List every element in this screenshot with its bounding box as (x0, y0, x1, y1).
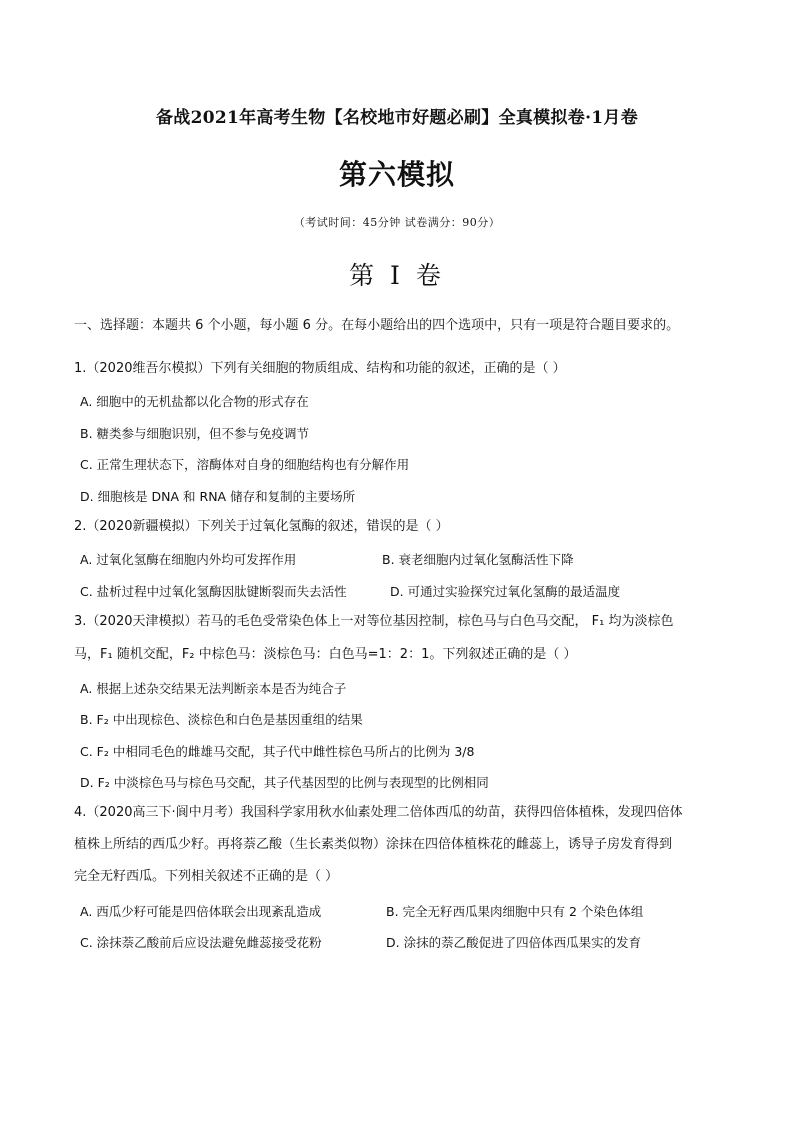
question-4-stem-line-3: 完全无籽西瓜。下列相关叙述不正确的是（ ） (74, 869, 339, 884)
question-4-option-a: A. 西瓜少籽可能是四倍体联会出现紊乱造成 (80, 904, 322, 919)
question-4-option-d: D. 涂抹的萘乙酸促进了四倍体西瓜果实的发育 (386, 935, 642, 950)
question-4-option-b: B. 完全无籽西瓜果肉细胞中只有 2 个染色体组 (386, 904, 644, 919)
question-3-option-d: D. F₂ 中淡棕色马与棕色马交配，其子代基因型的比例与表现型的比例相同 (80, 775, 489, 790)
question-4-stem-line-2: 植株上所结的西瓜少籽。再将萘乙酸（生长素类似物）涂抹在四倍体植株花的雌蕊上，诱导子房发育得到 (74, 837, 673, 852)
question-1-option-a: A. 细胞中的无机盐都以化合物的形式存在 (80, 394, 309, 409)
question-1-stem: 1.（2020维吾尔模拟）下列有关细胞的物质组成、结构和功能的叙述，正确的是（ ） (74, 361, 566, 376)
page-title: 第六模拟 (338, 158, 455, 191)
question-1-option-b: B. 糖类参与细胞识别，但不参与免疫调节 (80, 426, 310, 441)
question-1-option-d: D. 细胞核是 DNA 和 RNA 储存和复制的主要场所 (80, 489, 356, 504)
question-4-stem-line-1: 4.（2020高三下·阆中月考）我国科学家用秋水仙素处理二倍体西瓜的幼苗，获得四倍体植株，发现四倍体 (74, 805, 683, 820)
question-3-stem-line-2: 马，F₁ 随机交配，F₂ 中棕色马：淡棕色马：白色马=1：2：1。下列叙述正确的是（ ） (74, 647, 577, 662)
volume-title: 第 I 卷 (349, 261, 445, 290)
question-2-option-c: C. 盐析过程中过氧化氢酶因肽键断裂而失去活性 (80, 584, 347, 599)
question-2-option-a: A. 过氧化氢酶在细胞内外均可发挥作用 (80, 552, 297, 567)
exam-info: （考试时间：45分钟 试卷满分：90分） (293, 216, 501, 229)
question-4-option-c: C. 涂抹萘乙酸前后应设法避免雌蕊接受花粉 (80, 935, 322, 950)
question-3-option-c: C. F₂ 中相同毛色的雌雄马交配，其子代中雌性棕色马所占的比例为 3/8 (80, 744, 475, 759)
question-3-stem-line-1: 3.（2020天津模拟）若马的毛色受常染色体上一对等位基因控制，棕色马与白色马交配， F₁ 均为淡棕色 (74, 614, 674, 629)
question-3-option-a: A. 根据上述杂交结果无法判断亲本是否为纯合子 (80, 681, 347, 696)
question-2-option-d: D. 可通过实验探究过氧化氢酶的最适温度 (390, 584, 621, 599)
section-instructions: 一、选择题：本题共 6 个小题，每小题 6 分。在每小题给出的四个选项中，只有一项是符合题目要求的。 (74, 318, 680, 333)
question-1-option-c: C. 正常生理状态下，溶酶体对自身的细胞结构也有分解作用 (80, 457, 410, 472)
question-2-option-b: B. 衰老细胞内过氧化氢酶活性下降 (382, 552, 574, 567)
question-2-stem: 2.（2020新疆模拟）下列关于过氧化氢酶的叙述，错误的是（ ） (74, 519, 449, 534)
question-3-option-b: B. F₂ 中出现棕色、淡棕色和白色是基因重组的结果 (80, 712, 363, 727)
exam-series-title: 备战2021年高考生物【名校地市好题必刷】全真模拟卷·1月卷 (155, 108, 639, 128)
